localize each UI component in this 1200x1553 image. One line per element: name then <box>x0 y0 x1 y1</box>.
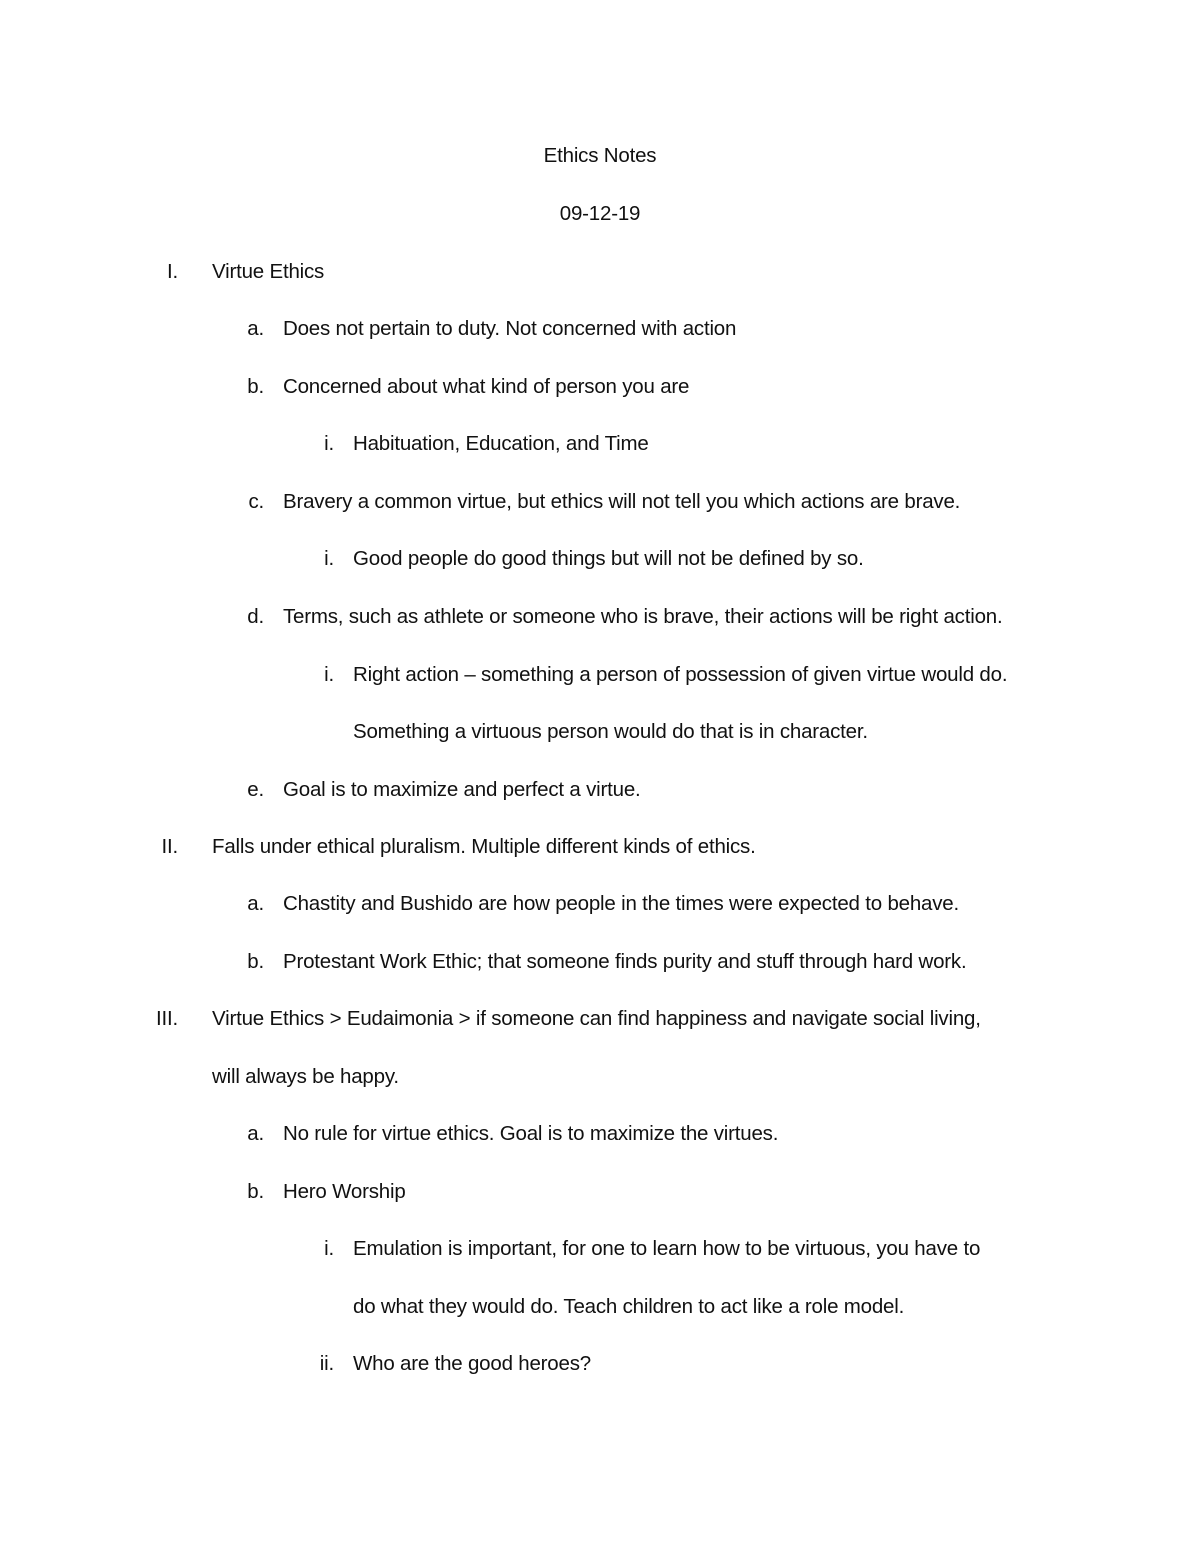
document-date: 09-12-19 <box>559 202 641 225</box>
item-3b-i-text-line1: Emulation is important, for one to learn how to be virtuous, you have to <box>353 1237 981 1260</box>
item-1e-text: Goal is to maximize and perfect a virtue. <box>283 778 641 801</box>
item-1e-marker: e. <box>247 778 264 801</box>
item-2b-marker: b. <box>247 950 264 973</box>
section-2-heading: Falls under ethical pluralism. Multiple different kinds of ethics. <box>212 835 756 858</box>
item-2a-text: Chastity and Bushido are how people in the times were expected to behave. <box>283 892 959 915</box>
item-1a-marker: a. <box>247 317 264 340</box>
item-1c-marker: c. <box>248 490 264 513</box>
item-1d-marker: d. <box>247 605 264 628</box>
item-2b-text: Protestant Work Ethic; that someone finds purity and stuff through hard work. <box>283 950 967 973</box>
section-1-marker: I. <box>167 260 178 283</box>
item-2a-marker: a. <box>247 892 264 915</box>
section-3-marker: III. <box>156 1007 178 1030</box>
section-3-heading-line2: will always be happy. <box>212 1065 399 1088</box>
item-1d-i-text-line2: Something a virtuous person would do that is in character. <box>353 720 868 743</box>
item-3b-marker: b. <box>247 1180 264 1203</box>
item-1b-text: Concerned about what kind of person you are <box>283 375 690 398</box>
item-3a-marker: a. <box>247 1122 264 1145</box>
item-3b-ii-text: Who are the good heroes? <box>353 1352 591 1375</box>
item-3b-i-marker: i. <box>324 1237 334 1260</box>
item-1d-i-text-line1: Right action – something a person of possession of given virtue would do. <box>353 663 1008 686</box>
item-1c-i-marker: i. <box>324 547 334 570</box>
item-3b-ii-marker: ii. <box>319 1352 334 1375</box>
section-3-heading-line1: Virtue Ethics > Eudaimonia > if someone can find happiness and navigate social living, <box>212 1007 981 1030</box>
item-3b-text: Hero Worship <box>283 1180 406 1203</box>
item-1b-i-marker: i. <box>324 432 334 455</box>
item-1c-i-text: Good people do good things but will not be defined by so. <box>353 547 864 570</box>
document-title: Ethics Notes <box>543 144 657 167</box>
item-1a-text: Does not pertain to duty. Not concerned with action <box>283 317 737 340</box>
item-1d-text: Terms, such as athlete or someone who is brave, their actions will be right action. <box>283 605 1003 628</box>
item-1c-text: Bravery a common virtue, but ethics will not tell you which actions are brave. <box>283 490 961 513</box>
section-2-marker: II. <box>161 835 178 858</box>
item-1b-i-text: Habituation, Education, and Time <box>353 432 649 455</box>
section-1-heading: Virtue Ethics <box>212 260 325 283</box>
item-1b-marker: b. <box>247 375 264 398</box>
item-3b-i-text-line2: do what they would do. Teach children to act like a role model. <box>353 1295 905 1318</box>
item-1d-i-marker: i. <box>324 663 334 686</box>
item-3a-text: No rule for virtue ethics. Goal is to maximize the virtues. <box>283 1122 779 1145</box>
